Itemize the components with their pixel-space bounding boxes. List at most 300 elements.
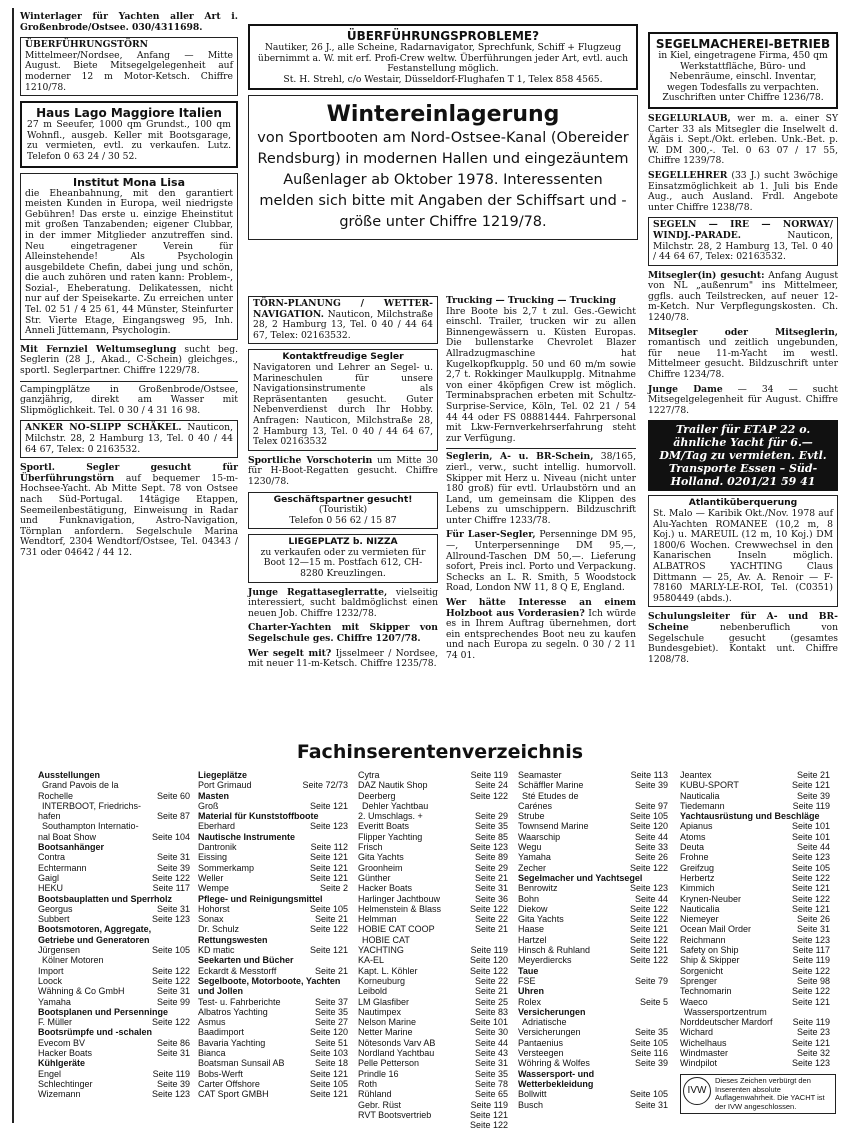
ad-segelurlaub [648,114,838,167]
directory-entry-page: Seite 33 [634,842,668,853]
directory-column-3 [358,770,508,1130]
directory-entry-name: Yamaha [518,852,551,863]
directory-entry-name: Yamaha [38,996,71,1007]
directory-entry-page: Seite 31 [474,1058,508,1069]
directory-entry-page: Seite 119 [470,770,508,780]
directory-entry [358,780,508,790]
directory-entry [680,945,830,955]
directory-entry [198,966,348,976]
directory-entry-page: Seite 122 [469,790,508,801]
directory-entry-page: Seite 121 [629,945,668,956]
directory-entry-page: Seite 122 [151,1017,190,1028]
directory-entry-page: Seite 101 [469,1017,508,1028]
directory-entry [358,842,508,852]
directory-entry [680,842,830,852]
directory-entry-page: Seite 44 [474,1037,508,1048]
ad-body: St. Malo — Karibik Okt./Nov. 1978 auf Alu-Yachten ROMANEE (10,2 m, 8 Koj.) u. MAREUIL (12 m, 10 Koj.) DM 1800/6 Wochen. Crewwechsel in den Kanarischen Inseln möglich. ALBATROS YACHTING Claus Dittmann — 25, Av. A. Renoir — F-78160 MARLY-LE-ROI, Tel. (C0351) 9580449 (abds.). [653,508,833,604]
directory-entry [38,832,190,842]
directory-entry-page: Seite 121 [469,1109,508,1120]
ad-wintereinlagerung [248,95,638,240]
ad-segeln-ire-norway [648,217,838,265]
directory-entry-name: Zecher [518,862,547,873]
directory-entry [518,955,668,965]
directory-entry-page: Seite 105 [629,1089,668,1100]
directory-entry [198,780,348,790]
directory-entry-page: Seite 83 [474,1006,508,1017]
directory-entry-name: Safety on Ship [680,945,739,956]
directory-entry [680,1017,830,1027]
directory-entry-page: Seite 122 [469,1120,508,1130]
directory-entry-page: Seite 120 [309,1027,348,1038]
directory-entry-name: INTERBOOT, Friedrichs- [42,800,142,811]
directory-category: Segelboote, Motorboote, Yachten und Jollen [198,975,341,997]
directory-column-5 [680,770,830,1069]
directory-entry [518,842,668,852]
directory-entry [38,1038,190,1048]
ivw-seal-icon: IVW [683,1077,711,1105]
directory-entry [198,904,348,914]
directory-entry-name: Kimmich [680,883,715,894]
directory-entry-name: Greifzug [680,862,715,873]
directory-entry [198,873,348,883]
directory-entry-page: Seite 65 [474,1089,508,1100]
ad-body: romantisch und zeitlich ungebunden, für neue 11-m-Yacht im westl. Mittelmeer gesucht. Bildzuschrift unter Chiffre 1234/78. [648,337,838,381]
ad-title: LIEGEPLATZ b. NIZZA [288,536,398,548]
directory-entry-page: Seite 122 [791,986,830,997]
ivw-notice-text: Dieses Zeichen verbürgt den Inserenten absolute Auflagenwahrheit. Die YACHT ist der IVW angeschlossen. [715,1076,825,1111]
directory-entry [518,832,668,842]
directory-category: Seekarten und Bücher [198,955,294,966]
directory-category: Uhren [518,986,545,997]
directory-entry [38,1048,190,1058]
directory-entry-page: Seite 105 [791,862,830,873]
directory-entry-name: Roth [358,1078,378,1089]
directory-entry-page: Seite 122 [791,872,830,883]
column-2 [248,296,438,674]
directory-entry-name: Versicherungen [518,1027,581,1038]
directory-entry-name: Meyerdiercks [518,955,572,966]
directory-entry-page: Seite 78 [474,1078,508,1089]
directory-entry-page: Seite 122 [469,965,508,976]
directory-entry-page: Seite 112 [310,842,348,853]
directory-entry-page: Seite 123 [791,1058,830,1069]
directory-entry-name: Bianca [198,1048,226,1059]
directory-entry-page: Seite 35 [474,821,508,832]
directory-entry-page: Seite 121 [791,1037,830,1048]
directory-entry-name: Ocean Mail Order [680,924,752,935]
directory-category: Pflege- und Reinigungsmittel [198,893,323,904]
directory-entry [518,914,668,924]
directory-entry-page: Seite 122 [629,903,668,914]
directory-entry-page: Seite 24 [474,780,508,791]
directory-entry-page: Seite 21 [474,872,508,883]
directory-entry [38,801,190,811]
directory-entry [358,986,508,996]
directory-entry-page: Seite 101 [791,831,830,842]
directory-entry-page: Seite 31 [156,903,190,914]
directory-entry [358,1110,508,1120]
directory-entry [680,914,830,924]
directory-entry-name: Nauticalia [680,903,720,914]
directory-entry [358,1048,508,1058]
directory-entry-page: Seite 122 [151,975,190,986]
directory-entry [680,1007,830,1017]
ad-body: Ihre Boote bis 2,7 t zul. Ges.-Gewicht einschl. Trailer, trucken wir zu allen Binnengewässern u. Küsten Europas. Die bullenstarke Chevrolet Blazer Allradzugmaschine hat Kugelkopfkupplg. 50 und 60 m/m sowie 2,7 t. Rokkinger Maulkupplg. Mitnahme von einer 4köpfigen Crew ist möglich. Terminabsprachen erbeten mit Schultz-Surprise-Service, Köln, Tel. 02 21 / 54 44 44 oder FS 08881444. Fahrpersonal mit Lkw-Fernverkehrserfahrung steht zur Verfügung. [446,305,636,444]
directory-entry-name: Versteegen [518,1048,564,1059]
directory-entry [198,1048,348,1058]
ad-body: Anfang August von NL „außenrum" ins Mittelmeer, ggfls. auch Teilstrecken, auf neuer 12-m-Ketch. Nur Verpflegungskosten. Ch. 1240/78. [648,269,839,324]
directory-entry-page: Seite 44 [634,893,668,904]
ad-lead: Mitsegler oder Mitseglerin, [648,326,838,338]
directory-entry-name: Waeco [680,996,708,1007]
directory-entry [518,811,668,821]
ad-lead: SEGELLEHRER [648,169,728,181]
directory-entry-page: Seite 29 [474,811,508,822]
ad-body: Ijsselmeer / Nordsee, mit neuer 11-m-Ketsch. Chiffre 1235/78. [248,647,438,670]
directory-entry [358,770,508,780]
directory-entry [518,1027,668,1037]
ad-ueberfuehrungstoern [20,37,238,96]
directory-entry-page: Seite 123 [629,883,668,894]
directory-entry [198,924,348,934]
ad-lead: Junge Regattaseglerratte, [248,586,388,598]
directory-entry-page: Seite 31 [474,883,508,894]
directory-entry-page: Seite 123 [151,1089,190,1100]
directory-entry-name: Prindle 16 [358,1068,399,1079]
directory-entry-name: Eckardt & Messtorff [198,965,277,976]
ad-body: Nautiker, 26 J., alle Scheine, Radarnavigator, Sprechfunk, Schiff + Flugzeug übernimmt a. W. mit erf. Profi-Crew weltw. Überführungen jeder Art, evtl. auch Festanstellung möglich. [257,42,629,75]
directory-entry [198,1027,348,1037]
directory-entry-page: Seite 27 [314,1017,348,1028]
directory-entry-name: Frohne [680,852,709,863]
directory-entry [680,1027,830,1037]
directory-entry [358,1100,508,1110]
ad-lead: Wer segelt mit? [248,647,332,659]
directory-entry-page: Seite 123 [151,914,190,925]
directory-entry [38,780,190,790]
ad-phone: Telefon 0 56 62 / 15 87 [289,514,397,526]
directory-entry-name: RVT Bootsvertrieb [358,1109,432,1120]
directory-entry-page: Seite 122 [469,903,508,914]
directory-entry-name: Gebr. Rüst [358,1099,402,1110]
directory-entry-page: Seite 39 [156,862,190,873]
directory-entry [518,1038,668,1048]
directory-entry-name: Everitt Boats [358,821,410,832]
directory-entry [198,852,348,862]
directory-entry-page: Seite 119 [792,955,830,966]
directory-entry [518,935,668,945]
directory-entry [358,811,508,821]
directory-entry-name: Diekow [518,903,548,914]
page-left-rule [12,8,14,1123]
directory-entry-name: Dehler Yachtbau [362,800,429,811]
directory-entry-name: Hartzel [518,934,547,945]
directory-entry-name: Rühland [358,1089,392,1100]
directory-entry [358,945,508,955]
ad-lead: Mitsegler(in) gesucht: [648,269,765,281]
directory-entry [358,1027,508,1037]
directory-entry [358,894,508,904]
directory-entry-page: Seite 39 [796,790,830,801]
directory-entry-name: Bobs-Werft [198,1068,243,1079]
directory-entry-page: Seite 121 [791,883,830,894]
directory-entry-name: Krynen-Neuber [680,893,742,904]
directory-entry-page: Seite 60 [156,790,190,801]
directory-entry-name: Günther [358,872,391,883]
directory-entry-page: Seite 119 [152,1068,190,1079]
directory-entry [198,863,348,873]
directory-entry-name: Hacker Boats [358,883,413,894]
directory-category: Taue [518,965,539,976]
directory-entry-name: Windmaster [680,1048,729,1059]
directory-entry-page: Seite 104 [151,831,190,842]
directory-entry [680,894,830,904]
directory-entry-page: Seite 21 [314,965,348,976]
column-4 [648,32,838,669]
directory-entry [518,1100,668,1110]
directory-entry [680,1038,830,1048]
directory-entry-name: Flipper Yachting [358,831,423,842]
directory-entry-name: Cytra [358,770,380,780]
directory-entry-page: Seite 36 [474,893,508,904]
directory-entry-page: Seite 25 [474,996,508,1007]
directory-entry-name: Sommerkamp [198,862,255,873]
ad-lead: Mit Fernziel Weltumseglung [20,343,177,355]
ad-title: Kontaktfreudige Segler [282,351,404,363]
column-2-top [248,24,638,245]
directory-entry-page: Seite 105 [629,811,668,822]
directory-entry-name: Georgus [38,903,73,914]
directory-entry [358,1058,508,1068]
directory-entry-page: Seite 105 [151,945,190,956]
directory-entry-page: Seite 122 [629,955,668,966]
directory-entry-page: Seite 26 [634,852,668,863]
directory-entry [518,924,668,934]
directory-entry-name: Netter Marine [358,1027,413,1038]
directory-entry-page: Seite 35 [634,1027,668,1038]
directory-entry-name: Rolex [518,996,542,1007]
directory-entry-name: Harlinger Jachtbouw [358,893,441,904]
directory-entry-name: Nautimpex [358,1006,402,1017]
directory-entry-page: Seite 31 [634,1099,668,1110]
directory-entry-name: Wähning & Co GmbH [38,986,125,997]
ad-body: (33 J.) sucht 3wöchige Einsatzmöglichkeit ab 1. Juli bis Ende Aug., auch Ausland. Frdl. Angebote unter Chiffre 1238/78. [648,169,838,213]
directory-entry [38,904,190,914]
directory-entry-name: Leibold [358,986,388,997]
directory-category: Segelmacher und Yachtsegel [518,872,643,883]
directory-entry-page: Seite 121 [309,1068,348,1079]
directory-entry-page: Seite 51 [314,1037,348,1048]
directory-entry [38,873,190,883]
ad-anker [20,420,238,458]
directory-entry [680,821,830,831]
directory-entry [358,821,508,831]
directory-entry-name: KUBU-SPORT [680,780,739,791]
directory-category: Versicherungen [518,1006,586,1017]
directory-entry-name: Rochelle [38,790,74,801]
ad-seglerin [446,448,636,526]
directory-entry [680,924,830,934]
directory-entry-name: Wegu [518,842,542,853]
directory-entry-name: Seamaster [518,770,562,780]
directory-entry [518,904,668,914]
directory-entry-page: Seite 120 [469,955,508,966]
directory-entry-name: KA-EL [358,955,385,966]
directory-entry-page: Seite 85 [474,831,508,842]
ad-body: Navigatoren und Lehrer an Segel- u. Marineschulen für unsere Navigationsinstrumente als Repräsentanten gesucht. Guter Nebenverdienst durch Ihr Hobby. Anfragen: Nauticon, Milchstraße 28, 2 Hamburg 13, Tel. 0 40 / 44 64 67, Telex 02163532 [253,361,433,448]
ad-title: ÜBERFÜHRUNGSTÖRN [25,39,149,51]
directory-entry-name: Herbertz [680,872,715,883]
directory-entry [358,966,508,976]
directory-entry [358,997,508,1007]
directory-entry-name: Bavaria Yachting [198,1037,266,1048]
directory-entry-name: HOBIE CAT [362,934,410,945]
ad-lead: Trucking — Trucking — Trucking [446,295,616,306]
directory-entry-page: Seite 122 [629,862,668,873]
directory-entry [38,966,190,976]
directory-entry [680,780,830,790]
directory-entry [358,1007,508,1017]
directory-entry [358,832,508,842]
directory-entry-page: Seite 22 [474,975,508,986]
directory-entry [198,1079,348,1089]
directory-entry [38,791,190,801]
directory-entry [518,883,668,893]
directory-entry-name: Reichmann [680,934,726,945]
directory-entry-page: Seite 122 [151,872,190,883]
directory-entry-name: Wizemann [38,1089,81,1100]
directory-entry-page: Seite 21 [314,914,348,925]
directory-entry-name: Contra [38,852,66,863]
directory-entry-name: Wempe [198,883,229,894]
directory-entry-page: Seite 116 [630,1048,668,1059]
ad-mitseglerin-romantisch [648,328,838,381]
directory-entry-name: Sté Etudes de [522,790,579,801]
ad-subtitle: (Touristik) [318,504,368,516]
directory-entry-page: Seite 37 [314,996,348,1007]
directory-entry-page: Seite 121 [309,852,348,863]
directory-entry-page: Seite 122 [309,924,348,935]
directory-entry [198,883,348,893]
directory-entry-name: Gita Yachts [358,852,404,863]
directory-entry [358,976,508,986]
directory-entry [680,1048,830,1058]
directory-entry [358,1069,508,1079]
directory-category: Rettungswesten [198,934,268,945]
directory-entry-page: Seite 26 [796,914,830,925]
directory-entry [38,914,190,924]
ad-winterlager: Winterlager für Yachten aller Art i. Großenbrode/Ostsee. 030/4311698. [20,11,238,33]
directory-entry [358,1038,508,1048]
ad-body: vielseitig interessiert, sucht baldmöglichst einen neuen Job. Chiffre 1232/78. [248,586,439,619]
ad-contact: St. H. Strehl, c/o Westair, Düsseldorf-Flughafen T 1, Telex 858 4565. [283,73,603,85]
ad-sportl-segler [20,463,238,558]
ad-geschaeftspartner [248,492,438,530]
directory-entry-name: Helmenstein & Blass [358,903,442,914]
directory-entry-page: Seite 119 [470,945,508,956]
ad-title: SEGELN — IRE — NORWAY/ WINDJ.-PARADE. [653,219,833,241]
directory-entry [680,863,830,873]
ad-title: ANKER NO-SLIPP SCHÄKEL. [25,422,182,434]
directory-entry [680,904,830,914]
ad-body: Ich würde es in Ihrem Auftrag übernehmen, dort ein entsprechendes Boot neu zu kaufen und nach Europa zu segeln. 0 30 / 2 11 74 01. [446,607,636,661]
directory-entry [38,883,190,893]
ad-toern-planung [248,296,438,344]
directory-entry [680,873,830,883]
directory-entry-page: Seite 121 [309,862,348,873]
directory-entry-name: Port Grimaud [198,780,252,791]
directory-entry-name: Technomarin [680,986,732,997]
directory-entry [198,1069,348,1079]
directory-entry-name: Boatsman Sunsail AB [198,1058,285,1069]
directory-entry-name: Asmus [198,1017,226,1028]
ad-camping: Campingplätze in Großenbrode/Ostsee, ganzjährig, direkt am Wasser mit Slipmöglichkeit. Tel. 0 30 / 4 31 16 98. [20,381,238,417]
directory-entry-name: Sprenger [680,975,718,986]
ad-body: — 34 — sucht Mitsegelgelegenheit für August. Chiffre 1227/78. [648,383,838,416]
directory-entry-name: Nauticalia [680,790,720,801]
directory-entry-name: Sonax [198,914,224,925]
directory-entry-name: Hacker Boats [38,1048,93,1059]
directory-entry-page: Seite 18 [314,1058,348,1069]
directory-entry-name: Hohorst [198,903,230,914]
directory-entry [198,801,348,811]
directory-entry [198,1038,348,1048]
directory-entry-name: Frisch [358,842,383,853]
directory-column-1 [38,770,190,1100]
directory-entry-name: Baadimport [198,1027,245,1038]
directory-entry-page: Seite 89 [474,852,508,863]
directory-entry-page: Seite 122 [629,914,668,925]
directory-entry-name: Korneuburg [358,975,406,986]
directory-entry-page: Seite 31 [156,852,190,863]
directory-entry [198,945,348,955]
directory-entry [198,821,348,831]
directory-entry-page: Seite 122 [791,893,830,904]
directory-entry-page: Seite 121 [309,1089,348,1100]
ad-title: SEGELMACHEREI-BETRIEB [655,37,831,51]
directory-entry-name: Bohn [518,893,540,904]
ad-body: Nauticon, Milchstr. 28, 2 Hamburg 13, Tel. 0 40 / 44 64 67, Telex: 02163532. [653,229,833,263]
directory-entry-name: Groonheim [358,862,403,873]
directory-entry-page: Seite 121 [791,780,830,791]
ad-segellehrer [648,171,838,213]
ad-lead: Für Laser-Segler, [446,529,536,541]
directory-entry-page: Seite 87 [156,811,190,822]
directory-entry [680,883,830,893]
ivw-notice [680,1068,836,1114]
ad-kontaktfreudige-segler [248,349,438,450]
directory-entry-name: Atoms [680,831,706,842]
directory-entry-page: Seite 121 [629,924,668,935]
ad-body: sucht beg. Seglerin (28 J., Akad., C-Schein) gleichges., sportl. Seglerpartner. Chiffre 1229/78. [20,343,239,377]
directory-entry-name: KD matic [198,945,235,956]
directory-entry-name: Dr. Schulz [198,924,240,935]
directory-entry-name: Carter Offshore [198,1078,260,1089]
ad-body: Nauticon, Milchstr. 28, 2 Hamburg 13, Tel. 0 40 / 44 64 67, Telex: 0 2163532. [25,422,233,455]
ad-body: 27 m Seeufer, 1000 qm Grundst., 100 qm Wohnfl., ausgeb. Keller mit Bootsgarage, zu vermieten, evtl. zu verkaufen. Lutz. Telefon 0 63 24 / 30 52. [27,119,231,162]
directory-entry [680,832,830,842]
directory-category: Bootsanhänger [38,842,105,853]
ad-lago-maggiore [20,101,238,167]
directory-entry [38,997,190,1007]
directory-entry-name: Gita Yachts [518,914,564,925]
directory-category: Yachtausrüstung und Beschläge [680,811,820,822]
ad-mona-lisa [20,173,238,340]
ad-atlantikueberquerung [648,495,838,607]
ad-title: Wintereinlagerung [326,102,560,128]
ad-mitsegler-gesucht [648,271,838,324]
directory-entry-page: Seite 123 [791,852,830,863]
